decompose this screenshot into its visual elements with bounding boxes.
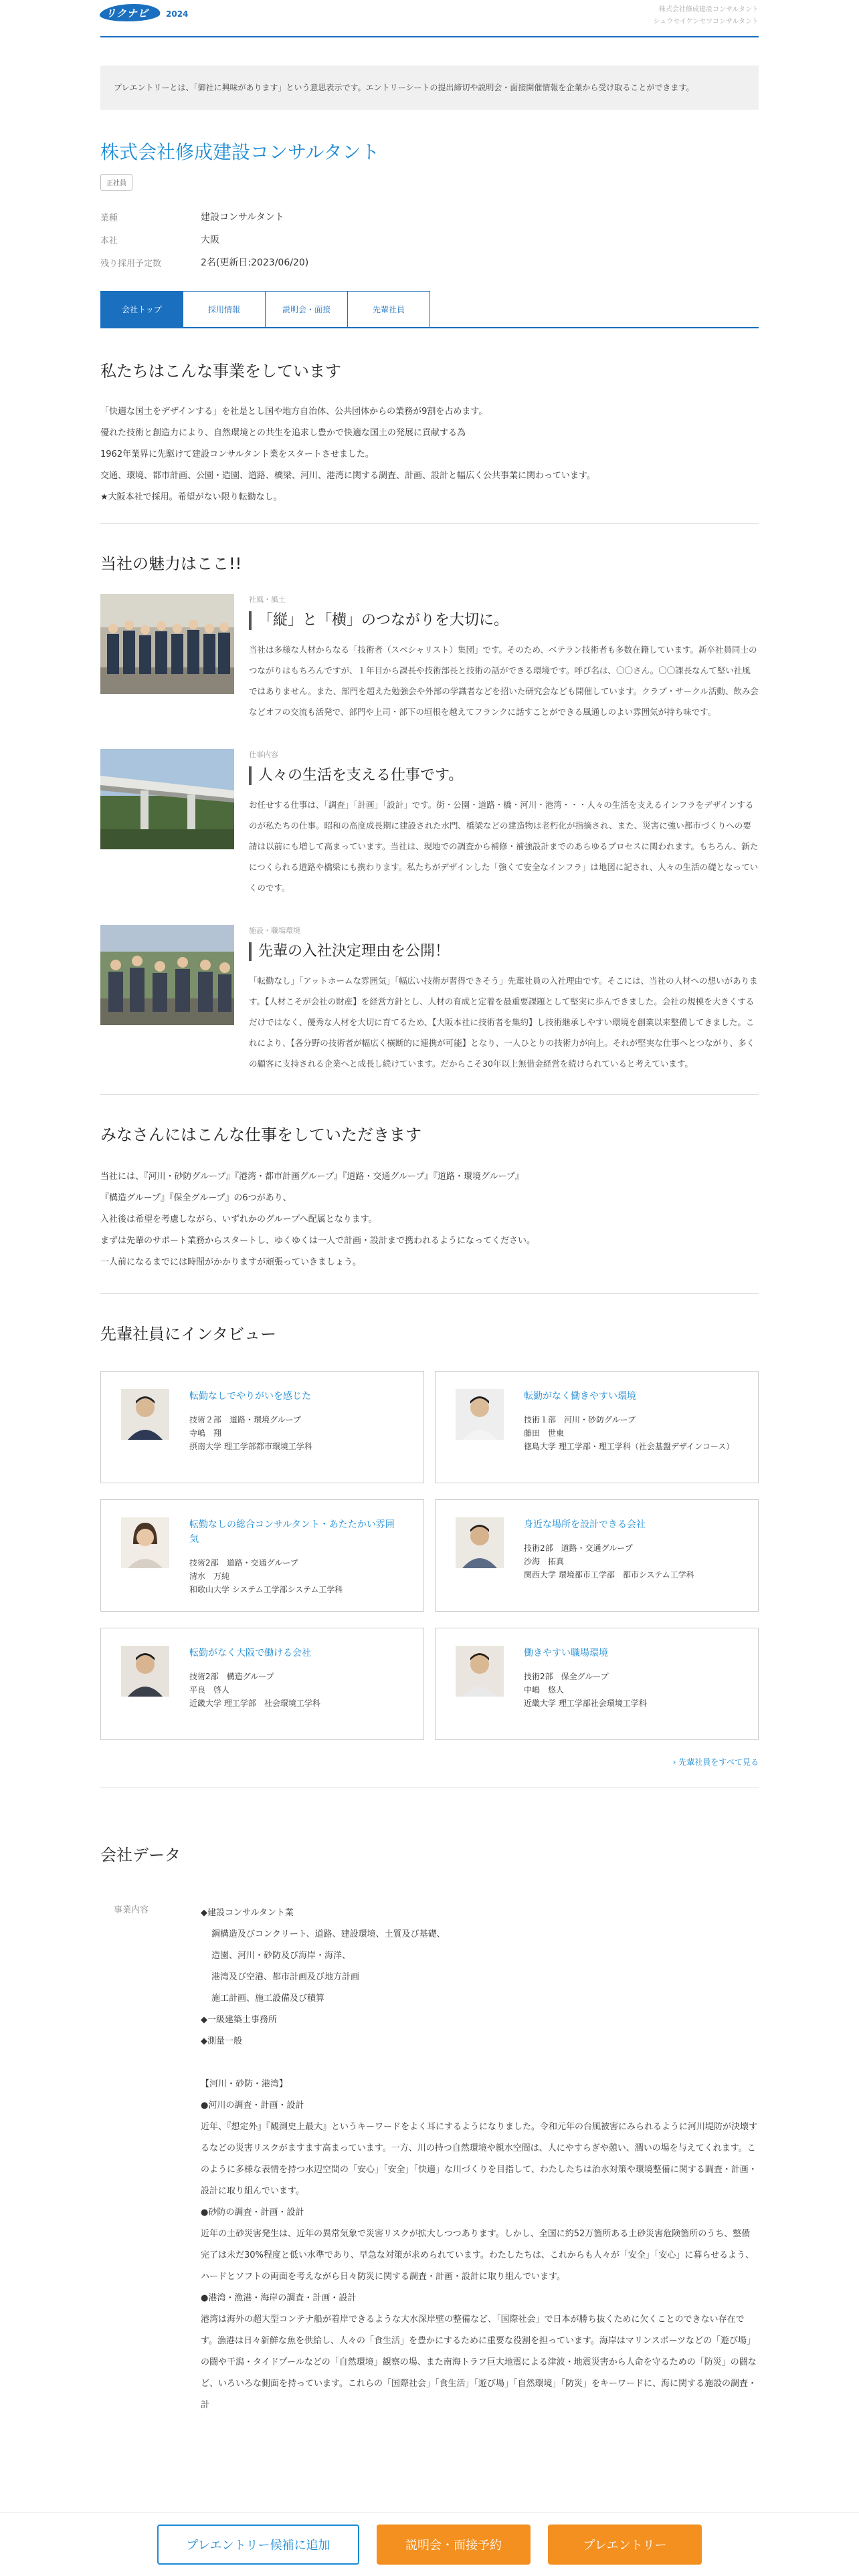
add-candidate-button[interactable]: プレエントリー候補に追加 [157, 2525, 359, 2565]
interview-title-link[interactable]: 身近な場所を設計できる会社 [524, 1519, 646, 1530]
data-content [201, 1903, 759, 2416]
section-divider [100, 523, 759, 524]
data-line: 造園、河川・砂防及び海岸・海洋、 [211, 1951, 351, 1961]
work-line: 当社には、『河川・砂防グループ』『港湾・都市計画グループ』『道路・交通グループ』『道路・環境グループ』 [100, 1172, 524, 1182]
interview-card[interactable] [435, 1628, 759, 1740]
info-label: 本社 [100, 235, 118, 246]
interview-dept: 技術2部 構造グループ [189, 1672, 274, 1681]
all-seniors-label: 先輩社員をすべて見る [678, 1757, 759, 1767]
interview-school: 近畿大学 理工学部社会環境工学科 [524, 1699, 647, 1708]
data-line: ●砂防の調査・計画・設計 [201, 2208, 304, 2218]
business-line: 「快適な国土をデザインする」を社是とし国や地方自治体、公共団体からの業務が9割を占めます。 [100, 407, 488, 417]
interview-title-link[interactable]: 転勤なしでやりがいを感じた [189, 1391, 311, 1402]
work-text [100, 1166, 759, 1273]
info-row-remaining-hires [100, 251, 759, 274]
interview-dept: 技術2部 道路・交通グループ [189, 1558, 298, 1568]
interview-card[interactable] [435, 1371, 759, 1483]
interview-card[interactable] [100, 1499, 424, 1612]
interview-name: 清水 万純 [189, 1572, 230, 1581]
charm-photo-group [100, 594, 234, 694]
interview-section [100, 1321, 759, 1767]
company-data-title: 会社データ [100, 1846, 181, 1864]
interview-name: 中嶋 悠人 [524, 1685, 565, 1695]
data-line: 【河川・砂防・港湾】 [201, 2079, 288, 2089]
interview-title: 先輩社員にインタビュー [100, 1325, 277, 1344]
chevron-right-icon: › [672, 1757, 676, 1767]
charm-category: 施設・職場環境 [249, 926, 300, 935]
interview-dept: 技術２部 道路・環境グループ [189, 1415, 302, 1424]
business-title: 私たちはこんな事業をしています [100, 362, 341, 381]
logo-year: 2024 [166, 9, 189, 19]
interview-title-link[interactable]: 転勤がなく大阪で働ける会社 [189, 1648, 311, 1658]
site-header [100, 0, 759, 37]
business-line: ★大阪本社で採用。希望がない限り転勤なし。 [100, 492, 282, 502]
header-sub-line: シュウセイケンセツコンサルタント [653, 18, 759, 25]
business-section [100, 358, 759, 508]
charm-photo-staff [100, 925, 234, 1025]
charm-heading: 人々の生活を支える仕事です。 [249, 766, 759, 785]
interview-card[interactable] [435, 1499, 759, 1612]
interview-school: 徳島大学 理工学部・理工学科（社会基盤デザインコース） [524, 1442, 735, 1451]
business-line: 優れた技術と創造力により、自然環境との共生を追求し豊かで快適な国土の発展に貢献する為 [100, 428, 466, 438]
work-section [100, 1121, 759, 1273]
interview-card[interactable] [100, 1628, 424, 1740]
interview-name: 藤田 世東 [524, 1428, 565, 1438]
data-label: 事業内容 [114, 1905, 149, 1915]
data-line: ●河川の調査・計画・設計 [201, 2101, 304, 2111]
work-line: 入社後は希望を考慮しながら、いずれかのグループへ配属となります。 [100, 1214, 377, 1224]
charm-item [100, 594, 759, 722]
data-line: ◆一級建築士事務所 [201, 2015, 277, 2025]
employee-photo [456, 1646, 504, 1697]
data-line: 近年、『想定外』『観測史上最大』というキーワードをよく耳にするようになりました。令和元年の台風被害にみられるように河川堤防が決壊するなどの災害リスクがますます高まっています。一方、川の持つ自然環境や親水空間は、人にやすらぎや憩い、潤いの場を与えてくれます。このように多様な表情を持つ水辺空間の「安心」「安全」「快適」な川づくりを目指して、わたしたちは治水対策や環境整備に関する調査・計画・設計に取り組んでいます。 [201, 2122, 758, 2196]
interview-name: 平良 啓人 [189, 1685, 230, 1695]
data-line: 近年の土砂災害発生は、近年の異常気象で災害リスクが拡大しつつあります。しかし、全国に約52万箇所ある土砂災害危険箇所のうち、整備完了は未だ30%程度と低い水準であり、早急な対策が求められています。わたしたちは、これからも人々が「安全」「安心」に暮らせるよう、ハードとソフトの両面を考えながら日々防災に関する調査・計画・設計に取り組んでいます。 [201, 2229, 754, 2282]
header-company-name [653, 4, 759, 28]
info-value: 2名(更新日:2023/06/20) [201, 257, 309, 268]
data-line: 鋼構造及びコンクリート、道路、建設環境、土質及び基礎、 [211, 1929, 446, 1939]
logo-text: リクナビ [106, 7, 149, 19]
charm-category: 仕事内容 [249, 750, 278, 759]
data-line: 港湾及び空港、都市計画及び地方計画 [211, 1972, 360, 1982]
info-value: 大阪 [201, 235, 219, 245]
charm-item [100, 749, 759, 898]
employee-photo [121, 1646, 169, 1697]
company-tabs [100, 291, 759, 328]
info-label: 残り採用予定数 [100, 258, 162, 269]
tab-seminar[interactable]: 説明会・面接 [265, 291, 348, 327]
info-label: 業種 [100, 213, 118, 223]
work-line: 『構造グループ』『保全グループ』の6つがあり、 [100, 1193, 292, 1203]
interview-school: 和歌山大学 システム工学部システム工学科 [189, 1585, 343, 1594]
interview-grid [100, 1371, 759, 1740]
business-line: 交通、環境、都市計画、公園・造園、道路、橋梁、河川、港湾に関する調査、計画、設計と幅広く公共事業に関わっています。 [100, 471, 595, 481]
business-line: 1962年業界に先駆けて建設コンサルタント業をスタートさせました。 [100, 449, 374, 459]
data-line: 港湾は海外の超大型コンテナ船が着岸できるような大水深岸壁の整備など、「国際社会」で日本が勝ち抜くために欠くことのできない存在です。漁港は日々新鮮な魚を供給し、人々の「食生活」を豊かにするために重要な役割を担っています。海岸はマリンスポーツなどの「遊び場」の闘や干潟・タイドプールなどの「自然環境」観察の場、また南海トラフ巨大地震による津波・地震災害から人命を守るための「防災」の闘など、いろいろな側面を持っています。これらの「国際社会」「食生活」「遊び場」「自然環境」「防災」をキーワードに、海に関する施設の調査・計 [201, 2315, 757, 2410]
data-line: ◆測量一般 [201, 2036, 242, 2046]
interview-card[interactable] [100, 1371, 424, 1483]
work-line: 一人前になるまでには時間がかかりますが頑張っていきましょう。 [100, 1257, 362, 1267]
tab-recruitment[interactable]: 採用情報 [183, 291, 266, 327]
section-divider [100, 1094, 759, 1095]
bottom-action-bar [0, 2512, 859, 2576]
data-line: ●港湾・漁港・海岸の調査・計画・設計 [201, 2293, 357, 2303]
interview-name: 沙海 拓真 [524, 1557, 565, 1566]
charm-text: お任せする仕事は、「調査」「計画」「設計」です。街・公園・道路・橋・河川・港湾・・・人々の生活を支えるインフラをデザインするのが私たちの仕事。昭和の高度成長期に建設された水門、橋梁などの建造物は老朽化が指摘され、また、災害に強い都市づくりへの要請は以前にも増して高まっています。当社は、現地での調査から補修・補強設計までのあらゆるプロセスに関われます。もちろん、新たにつくられる道路や橋梁にも携わります。私たちがデザインした「強くて安全なインフラ」は地図に記され、人々の生活の礎となっていくのです。 [249, 800, 759, 893]
charm-text: 「転勤なし」「アットホームな雰囲気」「幅広い技術が習得できそう」先輩社員の入社理由です。そこには、当社の人材への想いがあります。【人材こそが会社の財産】を経営方針とし、人材の育成と定着を最重要課題として堅実に歩んできました。会社の規模を大きくするだけではなく、優秀な人材を大切に育てるため、【大阪本社に技術者を集約】し技術継承しやすい環境を創業以来整備してきました。これにより、【各分野の技術者が幅広く横断的に連携が可能】となり、一人ひとりの技術力が向上。それが堅実な仕事へとつながり、多くの顧客に支持される企業へと成長し続けています。だからこそ30年以上無借金経営を続けられていると考えています。 [249, 976, 758, 1069]
interview-dept: 技術2部 道路・交通グループ [524, 1543, 633, 1553]
interview-school: 関西大学 環境都市工学部 都市システム工学科 [524, 1570, 694, 1580]
charm-item [100, 925, 759, 1074]
section-divider [100, 1293, 759, 1294]
employee-photo [456, 1389, 504, 1440]
rikunabi-logo[interactable] [100, 3, 201, 23]
data-row-business [100, 1903, 759, 2416]
charm-title: 当社の魅力はここ!! [100, 554, 242, 573]
charm-heading: 「縦」と「横」のつながりを大切に。 [249, 611, 759, 630]
work-title: みなさんにはこんな仕事をしていただきます [100, 1125, 421, 1144]
employee-photo [121, 1389, 169, 1440]
interview-name: 寺嶋 翔 [189, 1428, 222, 1438]
charm-photo-bridge [100, 749, 234, 849]
company-data-section [100, 1842, 759, 2416]
tab-seniors[interactable]: 先輩社員 [347, 291, 430, 327]
all-seniors-link[interactable] [100, 1756, 759, 1767]
employment-type-badge: 正社員 [100, 174, 132, 191]
info-value: 建設コンサルタント [201, 212, 284, 223]
charm-text: 当社は多様な人材からなる「技術者（スペシャリスト）集団」です。そのため、ベテラン技術者も多数在籍しています。新卒社員同士のつながりはもちろんですが、１年目から課長や技術部長と技術の話ができる環境です。呼び名は、〇〇さん。〇〇課長なんて堅い社風ではありません。また、部門を超えた勉強会や外部の学識者などを招いた研究会なども開催しています。クラブ・サークル活動、飲み会などオフの交流も活発で、部門や上司・部下の垣根を越えてフランクに話すことができる風通しのよい雰囲気が持ち味です。 [249, 645, 759, 717]
interview-title-link[interactable]: 働きやすい職場環境 [524, 1648, 608, 1658]
info-row-industry [100, 205, 759, 228]
tab-company-top[interactable]: 会社トップ [100, 291, 183, 327]
interview-dept: 技術１部 河川・砂防グループ [524, 1415, 636, 1424]
interview-title-link[interactable]: 転勤なしの総合コンサルタント・あたたかい雰囲気 [189, 1519, 395, 1545]
info-row-headquarters [100, 228, 759, 251]
pre-entry-button[interactable]: プレエントリー [548, 2525, 702, 2565]
charm-category: 社風・風土 [249, 595, 286, 604]
business-text [100, 401, 759, 508]
data-line [201, 2052, 759, 2074]
interview-school: 摂南大学 理工学部都市環境工学科 [189, 1442, 312, 1451]
charm-heading: 先輩の入社決定理由を公開！ [249, 942, 759, 961]
employee-photo [121, 1517, 169, 1568]
header-sub-line: 株式会社修成建設コンサルタント [658, 6, 759, 13]
interview-title-link[interactable]: 転勤がなく働きやすい環境 [524, 1391, 636, 1402]
interview-dept: 技術2部 保全グループ [524, 1672, 609, 1681]
work-line: まずは先輩のサポート業務からスタートし、ゆくゆくは一人で計画・設計まで携われるようになってください。 [100, 1236, 536, 1246]
company-info-table [100, 205, 759, 274]
interview-school: 近畿大学 理工学部 社会環境工学科 [189, 1699, 320, 1708]
charm-section [100, 550, 759, 1074]
seminar-reserve-button[interactable]: 説明会・面接予約 [377, 2525, 531, 2565]
data-line: ◆建設コンサルタント業 [201, 1908, 294, 1918]
data-line: 施工計画、施工設備及び積算 [211, 1994, 325, 2004]
company-name: 株式会社修成建設コンサルタント [100, 141, 380, 163]
pre-entry-notice: プレエントリーとは、「御社に興味があります」という意思表示です。エントリーシートの提出締切や説明会・面接開催情報を企業から受け取ることができます。 [100, 66, 759, 110]
employee-photo [456, 1517, 504, 1568]
